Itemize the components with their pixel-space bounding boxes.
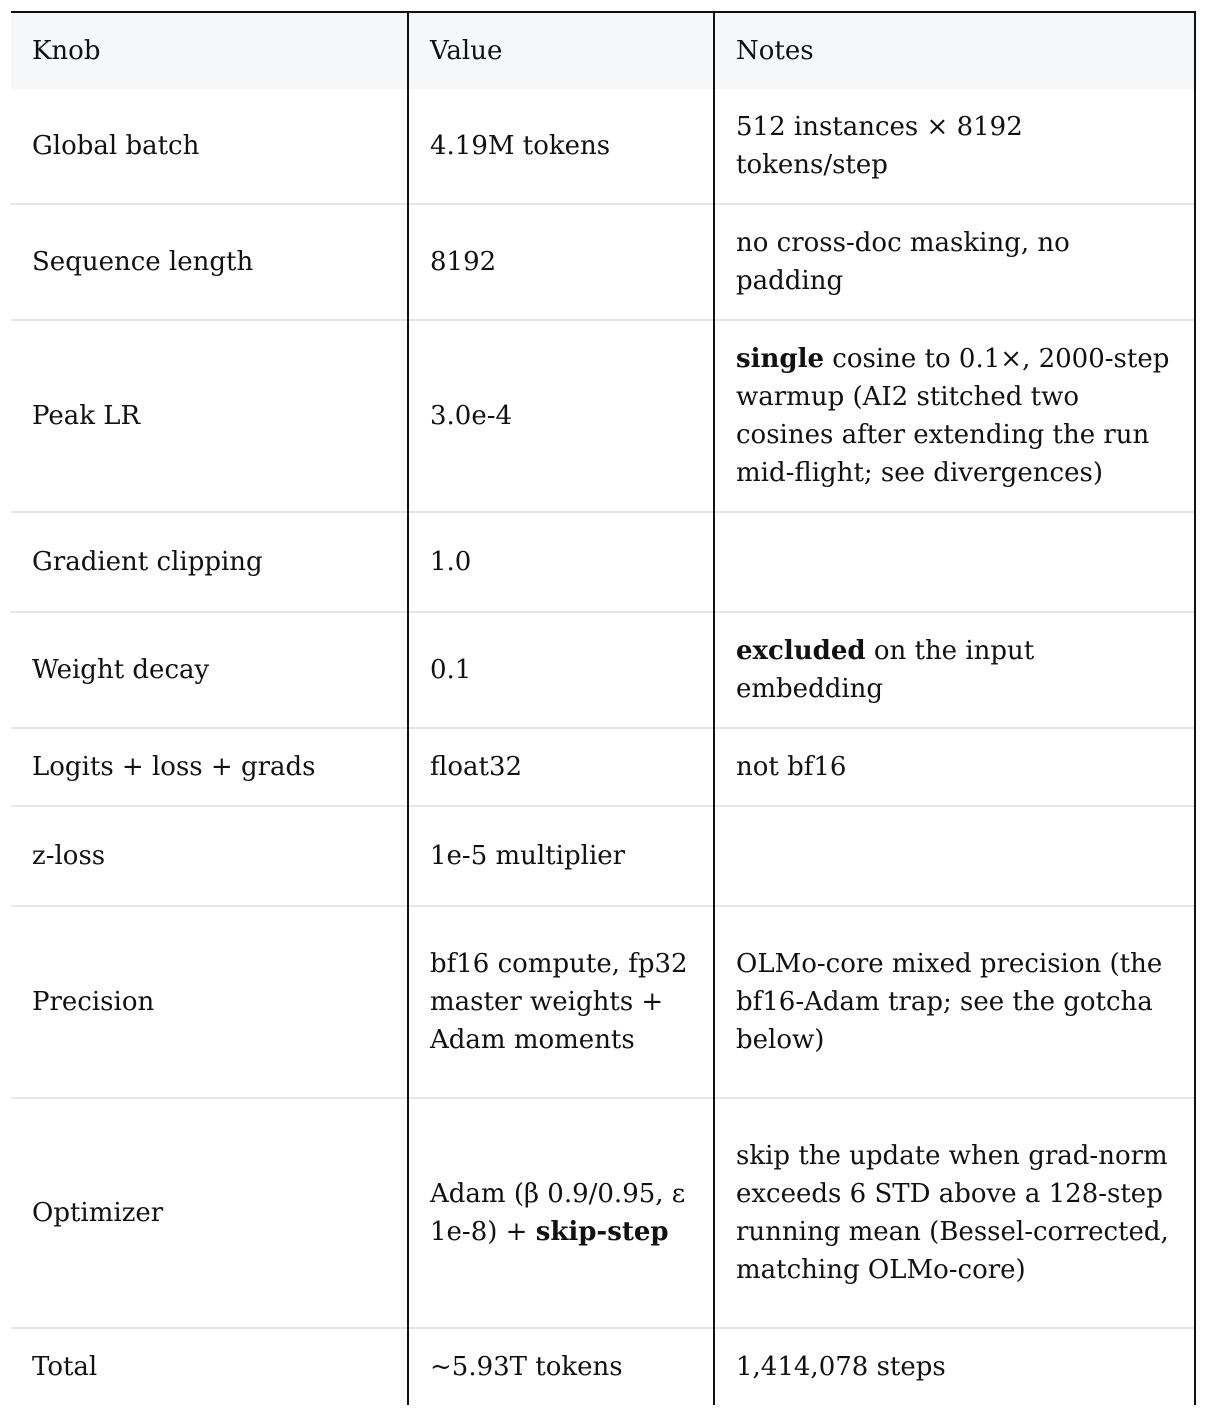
value-emphasis: skip-step: [535, 1217, 669, 1247]
notes-cell: 512 instances × 8192 tokens/step: [714, 89, 1195, 204]
table-row: [11, 204, 1195, 320]
value-cell: 0.1: [408, 612, 714, 728]
knob-cell: Precision: [11, 906, 408, 1098]
knob-cell: Total: [11, 1328, 408, 1405]
knob-cell: Logits + loss + grads: [11, 728, 408, 806]
value-cell: 4.19M tokens: [408, 89, 714, 204]
value-cell: [408, 1098, 714, 1328]
notes-text: cosine to 0.1×, 2000-step warmup (AI2 stitched two cosines after extending the run mid-flight; see divergences): [736, 344, 1170, 488]
notes-cell: [714, 512, 1195, 612]
value-cell: bf16 compute, fp32 master weights + Adam moments: [408, 906, 714, 1098]
table-row: [11, 320, 1195, 512]
table-header-row: [11, 12, 1195, 89]
value-cell: ~5.93T tokens: [408, 1328, 714, 1405]
knob-cell: Weight decay: [11, 612, 408, 728]
notes-cell: 1,414,078 steps: [714, 1328, 1195, 1405]
table-row: [11, 806, 1195, 906]
table-row: [11, 612, 1195, 728]
knob-cell: Gradient clipping: [11, 512, 408, 612]
knob-cell: Sequence length: [11, 204, 408, 320]
notes-cell: [714, 612, 1195, 728]
value-cell: 3.0e-4: [408, 320, 714, 512]
knob-cell: z-loss: [11, 806, 408, 906]
notes-text: on the input embedding: [736, 636, 1035, 704]
notes-emphasis: single: [736, 344, 825, 374]
value-text: Adam (β 0.9/0.95, ε 1e-8) +: [430, 1179, 686, 1247]
notes-cell: no cross-doc masking, no padding: [714, 204, 1195, 320]
table-row: [11, 1328, 1195, 1405]
notes-cell: [714, 806, 1195, 906]
notes-cell: OLMo-core mixed precision (the bf16-Adam trap; see the gotcha below): [714, 906, 1195, 1098]
knob-cell: Global batch: [32, 131, 200, 161]
table-row: [11, 906, 1195, 1098]
hyperparameter-table: [11, 11, 1196, 1405]
value-cell: 1.0: [408, 512, 714, 612]
hyperparameter-table-container: [11, 11, 1195, 1405]
header-value: Value: [408, 12, 714, 89]
header-notes: Notes: [714, 12, 1195, 89]
header-knob: Knob: [11, 12, 408, 89]
knob-cell: Peak LR: [11, 320, 408, 512]
notes-emphasis: excluded: [736, 636, 866, 666]
value-cell: 8192: [408, 204, 714, 320]
notes-cell: not bf16: [714, 728, 1195, 806]
value-cell: 1e-5 multiplier: [408, 806, 714, 906]
value-cell: float32: [408, 728, 714, 806]
table-row: [11, 1098, 1195, 1328]
table-row: [11, 512, 1195, 612]
table-row: [11, 89, 1195, 204]
table-row: [11, 728, 1195, 806]
notes-cell: skip the update when grad-norm exceeds 6 STD above a 128-step running mean (Bessel-corrected, matching OLMo-core): [714, 1098, 1195, 1328]
notes-cell: [714, 320, 1195, 512]
knob-cell: Optimizer: [11, 1098, 408, 1328]
